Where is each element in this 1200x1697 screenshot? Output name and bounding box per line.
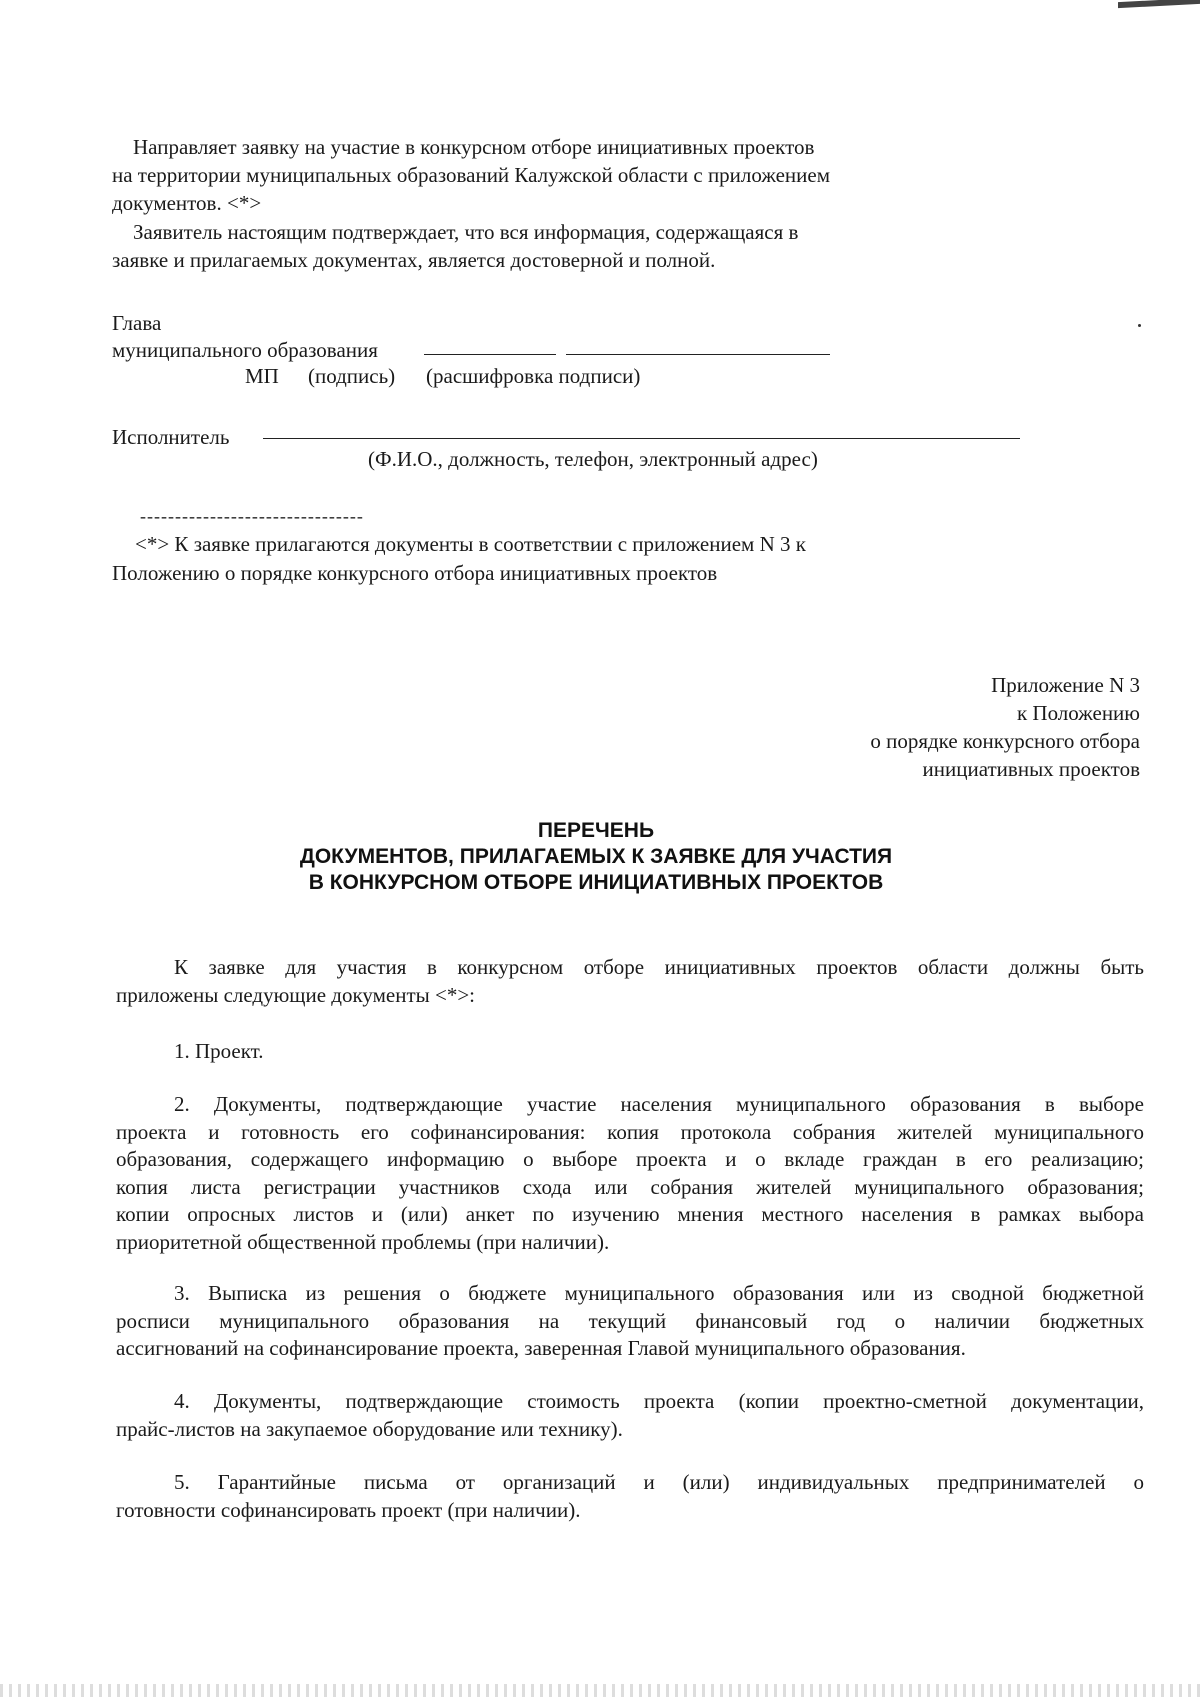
executor-hint: (Ф.И.О., должность, телефон, электронный адрес) <box>368 447 818 471</box>
item-2 <box>116 1091 1144 1256</box>
intro-line-5: заявке и прилагаемых документах, является достоверной и полной. <box>112 248 716 272</box>
item-3-line-2: росписи муниципального образования на текущий финансовый год о наличии бюджетных <box>116 1308 1144 1333</box>
lead-line-1: К заявке для участия в конкурсном отборе инициативных проектов области должны быть <box>174 955 1144 979</box>
executor-label: Исполнитель <box>112 425 230 449</box>
municipality-label: муниципального образования <box>112 338 378 362</box>
stamp-label: МП <box>245 364 279 388</box>
item-1: 1. Проект. <box>174 1039 264 1063</box>
appendix-line-4: инициативных проектов <box>922 757 1140 781</box>
sign-label: (подпись) <box>308 364 396 388</box>
item-3-line-1: 3. Выписка из решения о бюджете муниципального образования или из сводной бюджетной <box>174 1281 1144 1305</box>
item-5 <box>116 1469 1144 1524</box>
lead-line-2: приложены следующие документы <*>: <box>116 982 475 1007</box>
item-5-line-2: готовности софинансировать проект (при наличии). <box>116 1497 581 1522</box>
item-3-line-3: ассигнований на софинансирование проекта, заверенная Главой муниципального образования. <box>116 1336 966 1360</box>
item-2-line-6: приоритетной общественной проблемы (при наличии). <box>116 1229 610 1254</box>
item-4-line-1: 4. Документы, подтверждающие стоимость проекта (копии проектно-сметной документации, <box>174 1389 1144 1413</box>
intro-line-4: Заявитель настоящим подтверждает, что вся информация, содержащаяся в <box>133 220 799 244</box>
item-3 <box>116 1280 1144 1363</box>
scan-speck <box>1138 324 1141 327</box>
intro-line-3: документов. <*> <box>112 191 262 215</box>
title-line-2: ДОКУМЕНТОВ, ПРИЛАГАЕМЫХ К ЗАЯВКЕ ДЛЯ УЧАСТИЯ <box>299 845 893 868</box>
appendix-line-3: о порядке конкурсного отбора <box>870 729 1140 753</box>
title-line-3: В КОНКУРСНОМ ОТБОРЕ ИНИЦИАТИВНЫХ ПРОЕКТОВ <box>308 871 884 894</box>
executor-line <box>263 438 1020 439</box>
item-2-line-2: проекта и готовность его софинансирования: копия протокола собрания жителей муниципального <box>116 1119 1144 1144</box>
item-5-line-1: 5. Гарантийные письма от организаций и (или) индивидуальных предпринимателей о <box>174 1470 1144 1494</box>
item-2-line-4: копия листа регистрации участников схода или собрания жителей муниципального образования; <box>116 1174 1144 1199</box>
intro-line-1: Направляет заявку на участие в конкурсном отборе инициативных проектов <box>133 135 815 159</box>
scan-bottom-edge <box>0 1684 1200 1697</box>
head-label: Глава <box>112 311 162 335</box>
signature-decode-line <box>566 354 830 355</box>
scan-edge-mark <box>1118 0 1200 8</box>
intro-line-2: на территории муниципальных образований Калужской области с приложением <box>112 163 831 187</box>
appendix-line-1: Приложение N 3 <box>991 673 1140 697</box>
item-4 <box>116 1388 1144 1443</box>
footnote-separator: -------------------------------- <box>140 506 364 526</box>
appendix-line-2: к Положению <box>1016 701 1140 725</box>
footnote-line-2: Положению о порядке конкурсного отбора инициативных проектов <box>112 561 718 585</box>
item-2-line-3: образования, содержащего информацию о выборе проекта и о вкладе граждан в его реализацию; <box>116 1147 1144 1171</box>
item-2-line-1: 2. Документы, подтверждающие участие населения муниципального образования в выборе <box>174 1092 1144 1116</box>
item-4-line-2: прайс-листов на закупаемое оборудование или технику). <box>116 1416 623 1441</box>
title-line-1: ПЕРЕЧЕНЬ <box>537 819 655 842</box>
footnote-line-1: <*> К заявке прилагаются документы в соответствии с приложением N 3 к <box>135 532 806 556</box>
lead-paragraph <box>116 954 1144 1009</box>
decode-label: (расшифровка подписи) <box>426 364 641 388</box>
signature-line <box>424 354 556 355</box>
item-2-line-5: копии опросных листов и (или) анкет по изучению мнения местного населения в рамках выбора <box>116 1202 1144 1226</box>
